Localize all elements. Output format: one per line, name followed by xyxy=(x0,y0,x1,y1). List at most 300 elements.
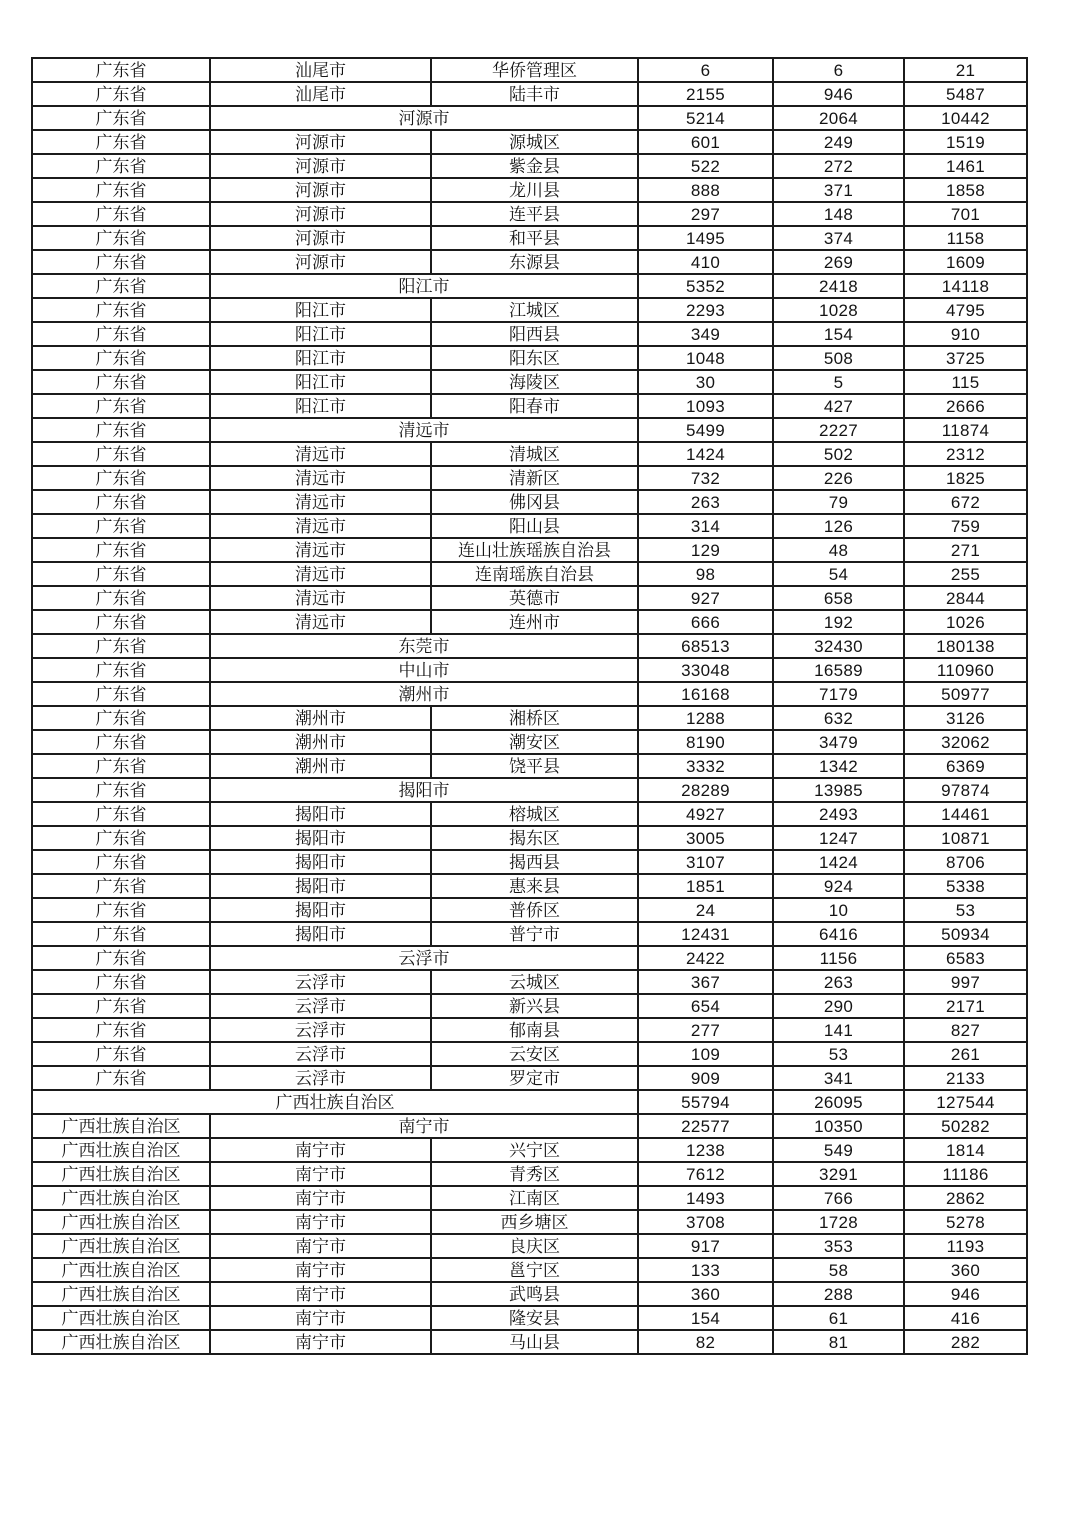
value-cell: 946 xyxy=(904,1282,1027,1306)
province-cell: 广东省 xyxy=(32,586,210,610)
value-cell: 946 xyxy=(773,82,904,106)
city-cell: 潮州市 xyxy=(210,730,431,754)
province-cell: 广西壮族自治区 xyxy=(32,1282,210,1306)
table-row xyxy=(32,946,1027,970)
table-row xyxy=(32,202,1027,226)
city-cell: 清远市 xyxy=(210,490,431,514)
city-cell: 云浮市 xyxy=(210,946,638,970)
value-cell: 133 xyxy=(638,1258,773,1282)
value-cell: 1424 xyxy=(638,442,773,466)
value-cell: 1609 xyxy=(904,250,1027,274)
value-cell: 353 xyxy=(773,1234,904,1258)
province-cell: 广东省 xyxy=(32,1018,210,1042)
value-cell: 416 xyxy=(904,1306,1027,1330)
table-row xyxy=(32,1330,1027,1354)
value-cell: 32430 xyxy=(773,634,904,658)
value-cell: 502 xyxy=(773,442,904,466)
table-row xyxy=(32,1090,1027,1114)
province-cell: 广西壮族自治区 xyxy=(32,1210,210,1234)
value-cell: 127544 xyxy=(904,1090,1027,1114)
value-cell: 226 xyxy=(773,466,904,490)
value-cell: 1495 xyxy=(638,226,773,250)
table-row xyxy=(32,1114,1027,1138)
value-cell: 14118 xyxy=(904,274,1027,298)
value-cell: 1026 xyxy=(904,610,1027,634)
city-cell: 揭阳市 xyxy=(210,898,431,922)
city-cell: 河源市 xyxy=(210,154,431,178)
city-cell: 阳江市 xyxy=(210,322,431,346)
value-cell: 666 xyxy=(638,610,773,634)
value-cell: 154 xyxy=(638,1306,773,1330)
value-cell: 263 xyxy=(773,970,904,994)
city-cell: 云浮市 xyxy=(210,1018,431,1042)
district-cell: 隆安县 xyxy=(431,1306,638,1330)
table-row xyxy=(32,1066,1027,1090)
city-cell: 河源市 xyxy=(210,250,431,274)
table-row xyxy=(32,898,1027,922)
city-cell: 清远市 xyxy=(210,514,431,538)
province-cell: 广东省 xyxy=(32,178,210,202)
city-cell: 河源市 xyxy=(210,106,638,130)
value-cell: 1288 xyxy=(638,706,773,730)
province-cell: 广东省 xyxy=(32,970,210,994)
district-cell: 良庆区 xyxy=(431,1234,638,1258)
district-cell: 阳东区 xyxy=(431,346,638,370)
district-cell: 罗定市 xyxy=(431,1066,638,1090)
city-cell: 南宁市 xyxy=(210,1330,431,1354)
value-cell: 109 xyxy=(638,1042,773,1066)
district-cell: 阳山县 xyxy=(431,514,638,538)
value-cell: 11186 xyxy=(904,1162,1027,1186)
district-cell: 海陵区 xyxy=(431,370,638,394)
value-cell: 5499 xyxy=(638,418,773,442)
city-cell: 云浮市 xyxy=(210,994,431,1018)
district-cell: 马山县 xyxy=(431,1330,638,1354)
value-cell: 21 xyxy=(904,58,1027,82)
table-row xyxy=(32,490,1027,514)
district-cell: 江城区 xyxy=(431,298,638,322)
value-cell: 54 xyxy=(773,562,904,586)
value-cell: 7612 xyxy=(638,1162,773,1186)
district-cell: 揭东区 xyxy=(431,826,638,850)
province-cell: 广东省 xyxy=(32,634,210,658)
value-cell: 55794 xyxy=(638,1090,773,1114)
district-cell: 连山壮族瑶族自治县 xyxy=(431,538,638,562)
value-cell: 2155 xyxy=(638,82,773,106)
table-row xyxy=(32,802,1027,826)
table-row xyxy=(32,442,1027,466)
city-cell: 清远市 xyxy=(210,418,638,442)
province-cell: 广东省 xyxy=(32,778,210,802)
table-row xyxy=(32,370,1027,394)
value-cell: 2493 xyxy=(773,802,904,826)
province-cell: 广东省 xyxy=(32,130,210,154)
district-cell: 饶平县 xyxy=(431,754,638,778)
value-cell: 32062 xyxy=(904,730,1027,754)
value-cell: 2844 xyxy=(904,586,1027,610)
province-cell: 广东省 xyxy=(32,706,210,730)
value-cell: 367 xyxy=(638,970,773,994)
value-cell: 13985 xyxy=(773,778,904,802)
value-cell: 2862 xyxy=(904,1186,1027,1210)
value-cell: 601 xyxy=(638,130,773,154)
table-row xyxy=(32,322,1027,346)
value-cell: 360 xyxy=(638,1282,773,1306)
district-cell: 潮安区 xyxy=(431,730,638,754)
table-row xyxy=(32,682,1027,706)
value-cell: 1093 xyxy=(638,394,773,418)
province-cell: 广东省 xyxy=(32,466,210,490)
value-cell: 5214 xyxy=(638,106,773,130)
value-cell: 68513 xyxy=(638,634,773,658)
value-cell: 2666 xyxy=(904,394,1027,418)
province-cell: 广东省 xyxy=(32,418,210,442)
province-cell: 广西壮族自治区 xyxy=(32,1138,210,1162)
province-cell: 广东省 xyxy=(32,322,210,346)
value-cell: 1158 xyxy=(904,226,1027,250)
value-cell: 263 xyxy=(638,490,773,514)
value-cell: 28289 xyxy=(638,778,773,802)
city-cell: 汕尾市 xyxy=(210,58,431,82)
city-cell: 阳江市 xyxy=(210,370,431,394)
value-cell: 271 xyxy=(904,538,1027,562)
table-row xyxy=(32,634,1027,658)
value-cell: 1825 xyxy=(904,466,1027,490)
table-row xyxy=(32,874,1027,898)
value-cell: 58 xyxy=(773,1258,904,1282)
value-cell: 16589 xyxy=(773,658,904,682)
value-cell: 371 xyxy=(773,178,904,202)
province-cell: 广东省 xyxy=(32,850,210,874)
value-cell: 374 xyxy=(773,226,904,250)
province-cell: 广东省 xyxy=(32,370,210,394)
value-cell: 3479 xyxy=(773,730,904,754)
value-cell: 909 xyxy=(638,1066,773,1090)
value-cell: 1728 xyxy=(773,1210,904,1234)
value-cell: 110960 xyxy=(904,658,1027,682)
city-cell: 阳江市 xyxy=(210,394,431,418)
district-cell: 佛冈县 xyxy=(431,490,638,514)
table-row xyxy=(32,154,1027,178)
value-cell: 1028 xyxy=(773,298,904,322)
value-cell: 148 xyxy=(773,202,904,226)
value-cell: 261 xyxy=(904,1042,1027,1066)
value-cell: 288 xyxy=(773,1282,904,1306)
value-cell: 115 xyxy=(904,370,1027,394)
value-cell: 410 xyxy=(638,250,773,274)
city-cell: 南宁市 xyxy=(210,1258,431,1282)
value-cell: 97874 xyxy=(904,778,1027,802)
value-cell: 349 xyxy=(638,322,773,346)
value-cell: 53 xyxy=(904,898,1027,922)
district-cell: 连州市 xyxy=(431,610,638,634)
table-row xyxy=(32,250,1027,274)
value-cell: 927 xyxy=(638,586,773,610)
value-cell: 3708 xyxy=(638,1210,773,1234)
city-cell: 东莞市 xyxy=(210,634,638,658)
table-row xyxy=(32,514,1027,538)
table-row xyxy=(32,1306,1027,1330)
value-cell: 2418 xyxy=(773,274,904,298)
city-cell: 中山市 xyxy=(210,658,638,682)
value-cell: 126 xyxy=(773,514,904,538)
value-cell: 1424 xyxy=(773,850,904,874)
district-cell: 阳西县 xyxy=(431,322,638,346)
value-cell: 360 xyxy=(904,1258,1027,1282)
province-cell: 广东省 xyxy=(32,730,210,754)
table-row xyxy=(32,754,1027,778)
table-row xyxy=(32,538,1027,562)
value-cell: 341 xyxy=(773,1066,904,1090)
value-cell: 16168 xyxy=(638,682,773,706)
city-cell: 南宁市 xyxy=(210,1234,431,1258)
value-cell: 180138 xyxy=(904,634,1027,658)
table-row xyxy=(32,394,1027,418)
city-cell: 清远市 xyxy=(210,442,431,466)
district-cell: 华侨管理区 xyxy=(431,58,638,82)
district-cell: 榕城区 xyxy=(431,802,638,826)
table-row xyxy=(32,1162,1027,1186)
value-cell: 50282 xyxy=(904,1114,1027,1138)
value-cell: 5278 xyxy=(904,1210,1027,1234)
value-cell: 50977 xyxy=(904,682,1027,706)
district-cell: 源城区 xyxy=(431,130,638,154)
city-cell: 南宁市 xyxy=(210,1114,638,1138)
statistics-table-body xyxy=(32,58,1027,1354)
value-cell: 2293 xyxy=(638,298,773,322)
city-cell: 河源市 xyxy=(210,226,431,250)
city-cell: 清远市 xyxy=(210,538,431,562)
value-cell: 5 xyxy=(773,370,904,394)
district-cell: 武鸣县 xyxy=(431,1282,638,1306)
value-cell: 1461 xyxy=(904,154,1027,178)
value-cell: 6 xyxy=(773,58,904,82)
province-cell: 广东省 xyxy=(32,562,210,586)
city-cell: 云浮市 xyxy=(210,970,431,994)
province-cell: 广东省 xyxy=(32,1042,210,1066)
value-cell: 1048 xyxy=(638,346,773,370)
value-cell: 79 xyxy=(773,490,904,514)
district-cell: 揭西县 xyxy=(431,850,638,874)
city-cell: 阳江市 xyxy=(210,298,431,322)
table-row xyxy=(32,1018,1027,1042)
district-cell: 英德市 xyxy=(431,586,638,610)
value-cell: 26095 xyxy=(773,1090,904,1114)
district-cell: 普侨区 xyxy=(431,898,638,922)
value-cell: 192 xyxy=(773,610,904,634)
province-cell: 广西壮族自治区 xyxy=(32,1258,210,1282)
value-cell: 2064 xyxy=(773,106,904,130)
value-cell: 5487 xyxy=(904,82,1027,106)
value-cell: 48 xyxy=(773,538,904,562)
province-cell: 广东省 xyxy=(32,658,210,682)
city-cell: 河源市 xyxy=(210,178,431,202)
district-cell: 普宁市 xyxy=(431,922,638,946)
district-cell: 阳春市 xyxy=(431,394,638,418)
value-cell: 827 xyxy=(904,1018,1027,1042)
province-cell: 广东省 xyxy=(32,754,210,778)
value-cell: 6369 xyxy=(904,754,1027,778)
table-row xyxy=(32,1186,1027,1210)
district-cell: 江南区 xyxy=(431,1186,638,1210)
table-row xyxy=(32,610,1027,634)
value-cell: 1247 xyxy=(773,826,904,850)
value-cell: 10 xyxy=(773,898,904,922)
value-cell: 14461 xyxy=(904,802,1027,826)
province-cell: 广东省 xyxy=(32,898,210,922)
value-cell: 1493 xyxy=(638,1186,773,1210)
value-cell: 7179 xyxy=(773,682,904,706)
value-cell: 6416 xyxy=(773,922,904,946)
city-cell: 南宁市 xyxy=(210,1186,431,1210)
province-cell: 广东省 xyxy=(32,58,210,82)
value-cell: 5338 xyxy=(904,874,1027,898)
value-cell: 2171 xyxy=(904,994,1027,1018)
city-cell: 揭阳市 xyxy=(210,922,431,946)
table-row xyxy=(32,1234,1027,1258)
province-cell: 广东省 xyxy=(32,394,210,418)
value-cell: 632 xyxy=(773,706,904,730)
province-cell: 广西壮族自治区 xyxy=(32,1234,210,1258)
value-cell: 427 xyxy=(773,394,904,418)
value-cell: 1851 xyxy=(638,874,773,898)
city-cell: 南宁市 xyxy=(210,1306,431,1330)
city-cell: 南宁市 xyxy=(210,1162,431,1186)
district-cell: 清城区 xyxy=(431,442,638,466)
district-cell: 连平县 xyxy=(431,202,638,226)
city-cell: 清远市 xyxy=(210,610,431,634)
district-cell: 邕宁区 xyxy=(431,1258,638,1282)
city-cell: 南宁市 xyxy=(210,1282,431,1306)
value-cell: 297 xyxy=(638,202,773,226)
province-cell: 广西壮族自治区 xyxy=(32,1306,210,1330)
value-cell: 3005 xyxy=(638,826,773,850)
table-row xyxy=(32,1282,1027,1306)
value-cell: 917 xyxy=(638,1234,773,1258)
value-cell: 269 xyxy=(773,250,904,274)
table-row xyxy=(32,418,1027,442)
city-cell: 河源市 xyxy=(210,202,431,226)
value-cell: 658 xyxy=(773,586,904,610)
table-row xyxy=(32,586,1027,610)
table-row xyxy=(32,346,1027,370)
city-cell: 揭阳市 xyxy=(210,850,431,874)
city-cell: 潮州市 xyxy=(210,682,638,706)
province-cell: 广东省 xyxy=(32,346,210,370)
value-cell: 249 xyxy=(773,130,904,154)
table-row xyxy=(32,1258,1027,1282)
value-cell: 2422 xyxy=(638,946,773,970)
table-row xyxy=(32,922,1027,946)
value-cell: 98 xyxy=(638,562,773,586)
province-cell: 广西壮族自治区 xyxy=(32,1114,210,1138)
table-row xyxy=(32,778,1027,802)
value-cell: 3725 xyxy=(904,346,1027,370)
district-cell: 云城区 xyxy=(431,970,638,994)
city-cell: 潮州市 xyxy=(210,706,431,730)
city-cell: 清远市 xyxy=(210,562,431,586)
value-cell: 53 xyxy=(773,1042,904,1066)
city-cell: 阳江市 xyxy=(210,346,431,370)
province-cell: 广东省 xyxy=(32,298,210,322)
province-cell: 广东省 xyxy=(32,826,210,850)
table-row xyxy=(32,826,1027,850)
table-row xyxy=(32,706,1027,730)
table-row xyxy=(32,226,1027,250)
district-cell: 惠来县 xyxy=(431,874,638,898)
table-row xyxy=(32,130,1027,154)
value-cell: 1193 xyxy=(904,1234,1027,1258)
city-cell: 阳江市 xyxy=(210,274,638,298)
table-row xyxy=(32,82,1027,106)
province-cell: 广东省 xyxy=(32,442,210,466)
city-cell: 云浮市 xyxy=(210,1042,431,1066)
value-cell: 6 xyxy=(638,58,773,82)
city-cell: 清远市 xyxy=(210,466,431,490)
district-cell: 云安区 xyxy=(431,1042,638,1066)
district-cell: 新兴县 xyxy=(431,994,638,1018)
value-cell: 81 xyxy=(773,1330,904,1354)
city-cell: 揭阳市 xyxy=(210,802,431,826)
city-cell: 揭阳市 xyxy=(210,826,431,850)
table-row xyxy=(32,850,1027,874)
city-cell: 河源市 xyxy=(210,130,431,154)
value-cell: 3107 xyxy=(638,850,773,874)
value-cell: 4795 xyxy=(904,298,1027,322)
value-cell: 82 xyxy=(638,1330,773,1354)
value-cell: 33048 xyxy=(638,658,773,682)
province-cell: 广西壮族自治区 xyxy=(32,1186,210,1210)
value-cell: 1342 xyxy=(773,754,904,778)
value-cell: 290 xyxy=(773,994,904,1018)
table-row xyxy=(32,970,1027,994)
district-cell: 东源县 xyxy=(431,250,638,274)
value-cell: 5352 xyxy=(638,274,773,298)
table-row xyxy=(32,274,1027,298)
value-cell: 154 xyxy=(773,322,904,346)
table-row xyxy=(32,1042,1027,1066)
province-cell: 广东省 xyxy=(32,274,210,298)
value-cell: 4927 xyxy=(638,802,773,826)
province-cell: 广东省 xyxy=(32,946,210,970)
province-cell: 广东省 xyxy=(32,514,210,538)
statistics-table xyxy=(31,57,1028,1355)
table-row xyxy=(32,994,1027,1018)
value-cell: 997 xyxy=(904,970,1027,994)
value-cell: 1858 xyxy=(904,178,1027,202)
district-cell: 兴宁区 xyxy=(431,1138,638,1162)
value-cell: 924 xyxy=(773,874,904,898)
value-cell: 6583 xyxy=(904,946,1027,970)
district-cell: 湘桥区 xyxy=(431,706,638,730)
value-cell: 522 xyxy=(638,154,773,178)
province-cell: 广东省 xyxy=(32,154,210,178)
table-row xyxy=(32,178,1027,202)
province-cell: 广西壮族自治区 xyxy=(32,1162,210,1186)
value-cell: 314 xyxy=(638,514,773,538)
province-cell: 广东省 xyxy=(32,250,210,274)
value-cell: 22577 xyxy=(638,1114,773,1138)
district-cell: 龙川县 xyxy=(431,178,638,202)
table-row xyxy=(32,730,1027,754)
city-cell: 南宁市 xyxy=(210,1138,431,1162)
city-cell: 潮州市 xyxy=(210,754,431,778)
value-cell: 3126 xyxy=(904,706,1027,730)
value-cell: 61 xyxy=(773,1306,904,1330)
city-cell: 揭阳市 xyxy=(210,874,431,898)
district-cell: 连南瑶族自治县 xyxy=(431,562,638,586)
value-cell: 50934 xyxy=(904,922,1027,946)
